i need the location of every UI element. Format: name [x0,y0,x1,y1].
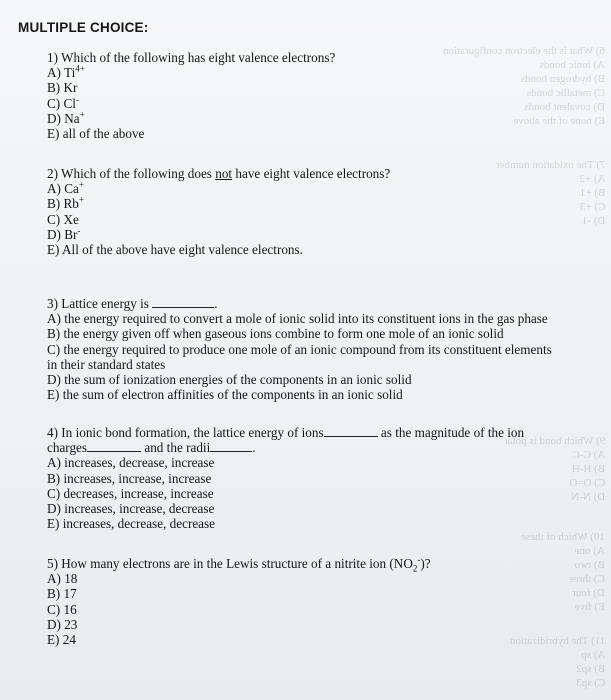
option-d: D) Br- [47,225,81,242]
option-c: C) Xe [47,211,79,227]
option-e: E) the sum of electron affinities of the components in an ionic solid [47,387,403,403]
bleed-through-decoration: 10) Which of these A) one B) two C) three D) four E) five [521,531,605,613]
option-a: A) $Ti^{4+}$ [47,63,85,81]
option-e: E) All of the above have eight valence electrons. [47,242,303,258]
question-stem: 5) How many electrons are in the Lewis structure of a nitrite ion $(NO_2^-)$? [47,554,431,574]
option-c: C) decreases, increase, increase [47,485,214,501]
question-stem: 2) Which of the following does not have eight valence electrons? [47,166,391,181]
bleed-through-decoration: 9) Which bond is polar A) C-C B) H-H C) O=O D) N-N [503,435,605,503]
option-d: D) increases, increase, decrease [47,501,215,517]
option-c-continued: in their standard states [47,356,166,372]
option-d: D) Na+ [47,109,85,126]
option-d: D) 23 [47,616,78,632]
question-stem: 4) In ionic bond formation, the lattice energy of ions as the magnitude of the ion [47,425,525,440]
answer-blank [210,440,252,452]
option-a: A) Ca+ [47,179,84,197]
option-a: A) increases, decrease, increase [47,455,215,471]
question-stem: 1) Which of the following has eight valence electrons? [47,50,336,65]
option-e: E) increases, decrease, decrease [47,516,216,532]
answer-blank [324,425,378,437]
option-e: E) 24 [47,632,76,648]
answer-blank [87,440,141,452]
option-c: C) the energy required to produce one mole of an ionic compound from its constituent elements [47,341,552,357]
option-d: D) the sum of ionization energies of the components in an ionic solid [47,372,412,388]
question-4 [47,425,524,531]
option-a: A) 18 [47,571,78,587]
bleed-through-decoration: 11) The hybridization A) sp B) sp2 C) sp3 [509,635,605,689]
option-c: C) 16 [47,601,77,617]
question-1 [47,50,335,141]
question-2 [47,166,390,257]
option-e: E) all of the above [47,126,145,142]
option-b: B) the energy given off when gaseous ions combine to form one mole of an ionic solid [47,326,504,342]
option-b: B) Rb+ [47,195,84,212]
question-stem: 3) Lattice energy is . [47,296,218,311]
option-c: C) Cl- [47,94,79,111]
bleed-through-decoration: 7) The oxidation number A) +2 B) +1 C) +3 D) -1 [495,159,605,227]
section-header: MULTIPLE CHOICE: [18,20,149,35]
bleed-through-decoration: 6) What is the electron configuration A) ionic bonds B) hydrogen bonds C) metallic bonds D) covalent bonds E) none of the above [443,45,605,127]
question-stem-continued: charges and the radii . [47,440,256,456]
option-b: B) Kr [47,80,78,96]
option-b: B) increases, increase, increase [47,470,212,486]
option-a: A) the energy required to convert a mole of ionic solid into its constituent ions in the gas phase [47,311,548,327]
question-5 [47,556,431,647]
question-3 [47,296,552,402]
answer-blank [152,296,214,308]
option-b: B) 17 [47,586,77,602]
